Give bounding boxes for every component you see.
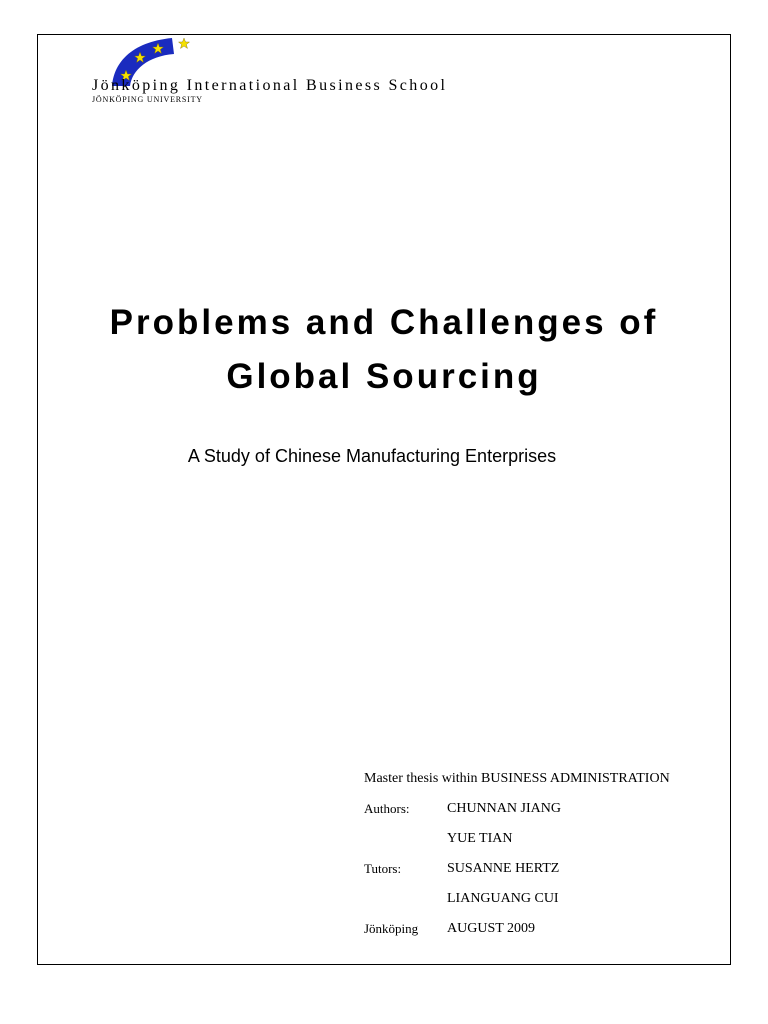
meta-label: Jönköping xyxy=(364,921,419,936)
thesis-line: Master thesis within BUSINESS ADMINISTRATION xyxy=(364,771,670,786)
university-name: JÖNKÖPING UNIVERSITY xyxy=(92,95,203,104)
meta-value: LIANGUANG CUI xyxy=(447,891,559,906)
meta-value: CHUNNAN JIANG xyxy=(447,801,561,816)
meta-value: SUSANNE HERTZ xyxy=(447,861,560,876)
title-line-2: Global Sourcing xyxy=(226,357,542,396)
meta-row xyxy=(364,824,670,854)
meta-value: AUGUST 2009 xyxy=(447,921,536,936)
meta-value: YUE TIAN xyxy=(447,831,513,846)
meta-row xyxy=(364,854,670,884)
meta-label: Authors: xyxy=(364,801,410,816)
meta-label: Tutors: xyxy=(364,861,402,876)
title-line-1: Problems and Challenges of xyxy=(109,303,659,342)
thesis-title xyxy=(40,296,728,404)
meta-row xyxy=(364,794,670,824)
meta-row xyxy=(364,884,670,914)
school-name: Jönköping International Business School xyxy=(92,77,448,94)
thesis-subtitle: A Study of Chinese Manufacturing Enterprises xyxy=(187,446,557,466)
thesis-meta xyxy=(364,764,670,944)
meta-row xyxy=(364,914,670,944)
